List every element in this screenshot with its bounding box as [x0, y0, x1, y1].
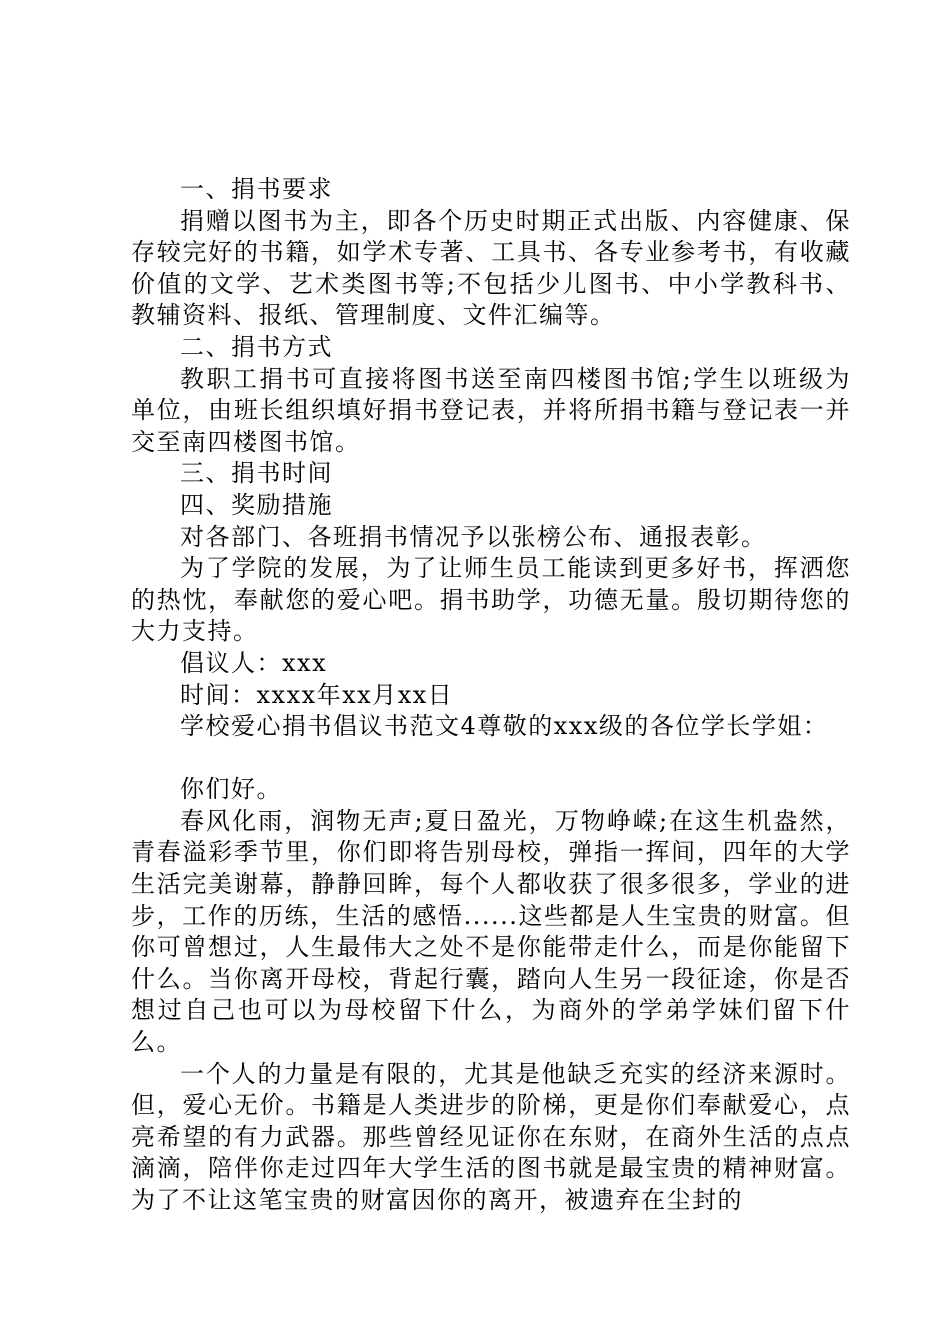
paragraph-spring: 春风化雨，润物无声;夏日盈光，万物峥嵘;在这生机盎然，青春溢彩季节里，你们即将告别母校，弹指一挥间，四年的大学生活完美谢幕，静静回眸，每个人都收获了很多很多，学业的进步，工作的历练，生活的感悟......这些都是人生宝贵的财富。但你可曾想过，人生最伟大之处不是你能带走什么，而是你能留下什么。当你离开母校，背起行囊，踏向人生另一段征途，你是否想过自己也可以为母校留下什么，为商外的学弟学妹们留下什么。	[131, 806, 851, 1057]
article-title-greeting: 学校爱心捐书倡议书范文4尊敬的xxx级的各位学长学姐：	[180, 712, 829, 741]
paragraph-appeal: 为了学院的发展，为了让师生员工能读到更多好书，挥洒您的热忱，奉献您的爱心吧。捐书助学，功德无量。殷切期待您的大力支持。	[131, 554, 851, 646]
paragraph-rewards: 对各部门、各班捐书情况予以张榜公布、通报表彰。	[180, 522, 767, 551]
signature-date: 时间：xxxx年xx月xx日	[180, 680, 454, 709]
paragraph-hello: 你们好。	[180, 775, 282, 804]
section-heading-requirements: 一、捐书要求	[180, 175, 333, 203]
section-heading-method: 二、捐书方式	[180, 332, 333, 361]
signature-initiator: 倡议人：xxx	[180, 648, 328, 677]
paragraph-requirements: 捐赠以图书为主，即各个历史时期正式出版、内容健康、保存较完好的书籍，如学术专著、工具书、各专业参考书，有收藏价值的文学、艺术类图书等;不包括少儿图书、中小学教科书、教辅资料、报纸、管理制度、文件汇编等。	[131, 206, 851, 330]
document-body	[131, 174, 851, 1217]
paragraph-method: 教职工捐书可直接将图书送至南四楼图书馆;学生以班级为单位，由班长组织填好捐书登记表，并将所捐书籍与登记表一并交至南四楼图书馆。	[131, 364, 851, 456]
section-heading-time: 三、捐书时间	[180, 459, 333, 488]
paragraph-power: 一个人的力量是有限的，尤其是他缺乏充实的经济来源时。但，爱心无价。书籍是人类进步的阶梯，更是你们奉献爱心，点亮希望的有力武器。那些曾经见证你在东财，在商外生活的点点滴滴，陪伴你走过四年大学生活的图书就是最宝贵的精神财富。为了不让这笔宝贵的财富因你的离开，被遗弃在尘封的	[131, 1059, 851, 1214]
section-heading-rewards: 四、奖励措施	[180, 490, 333, 519]
